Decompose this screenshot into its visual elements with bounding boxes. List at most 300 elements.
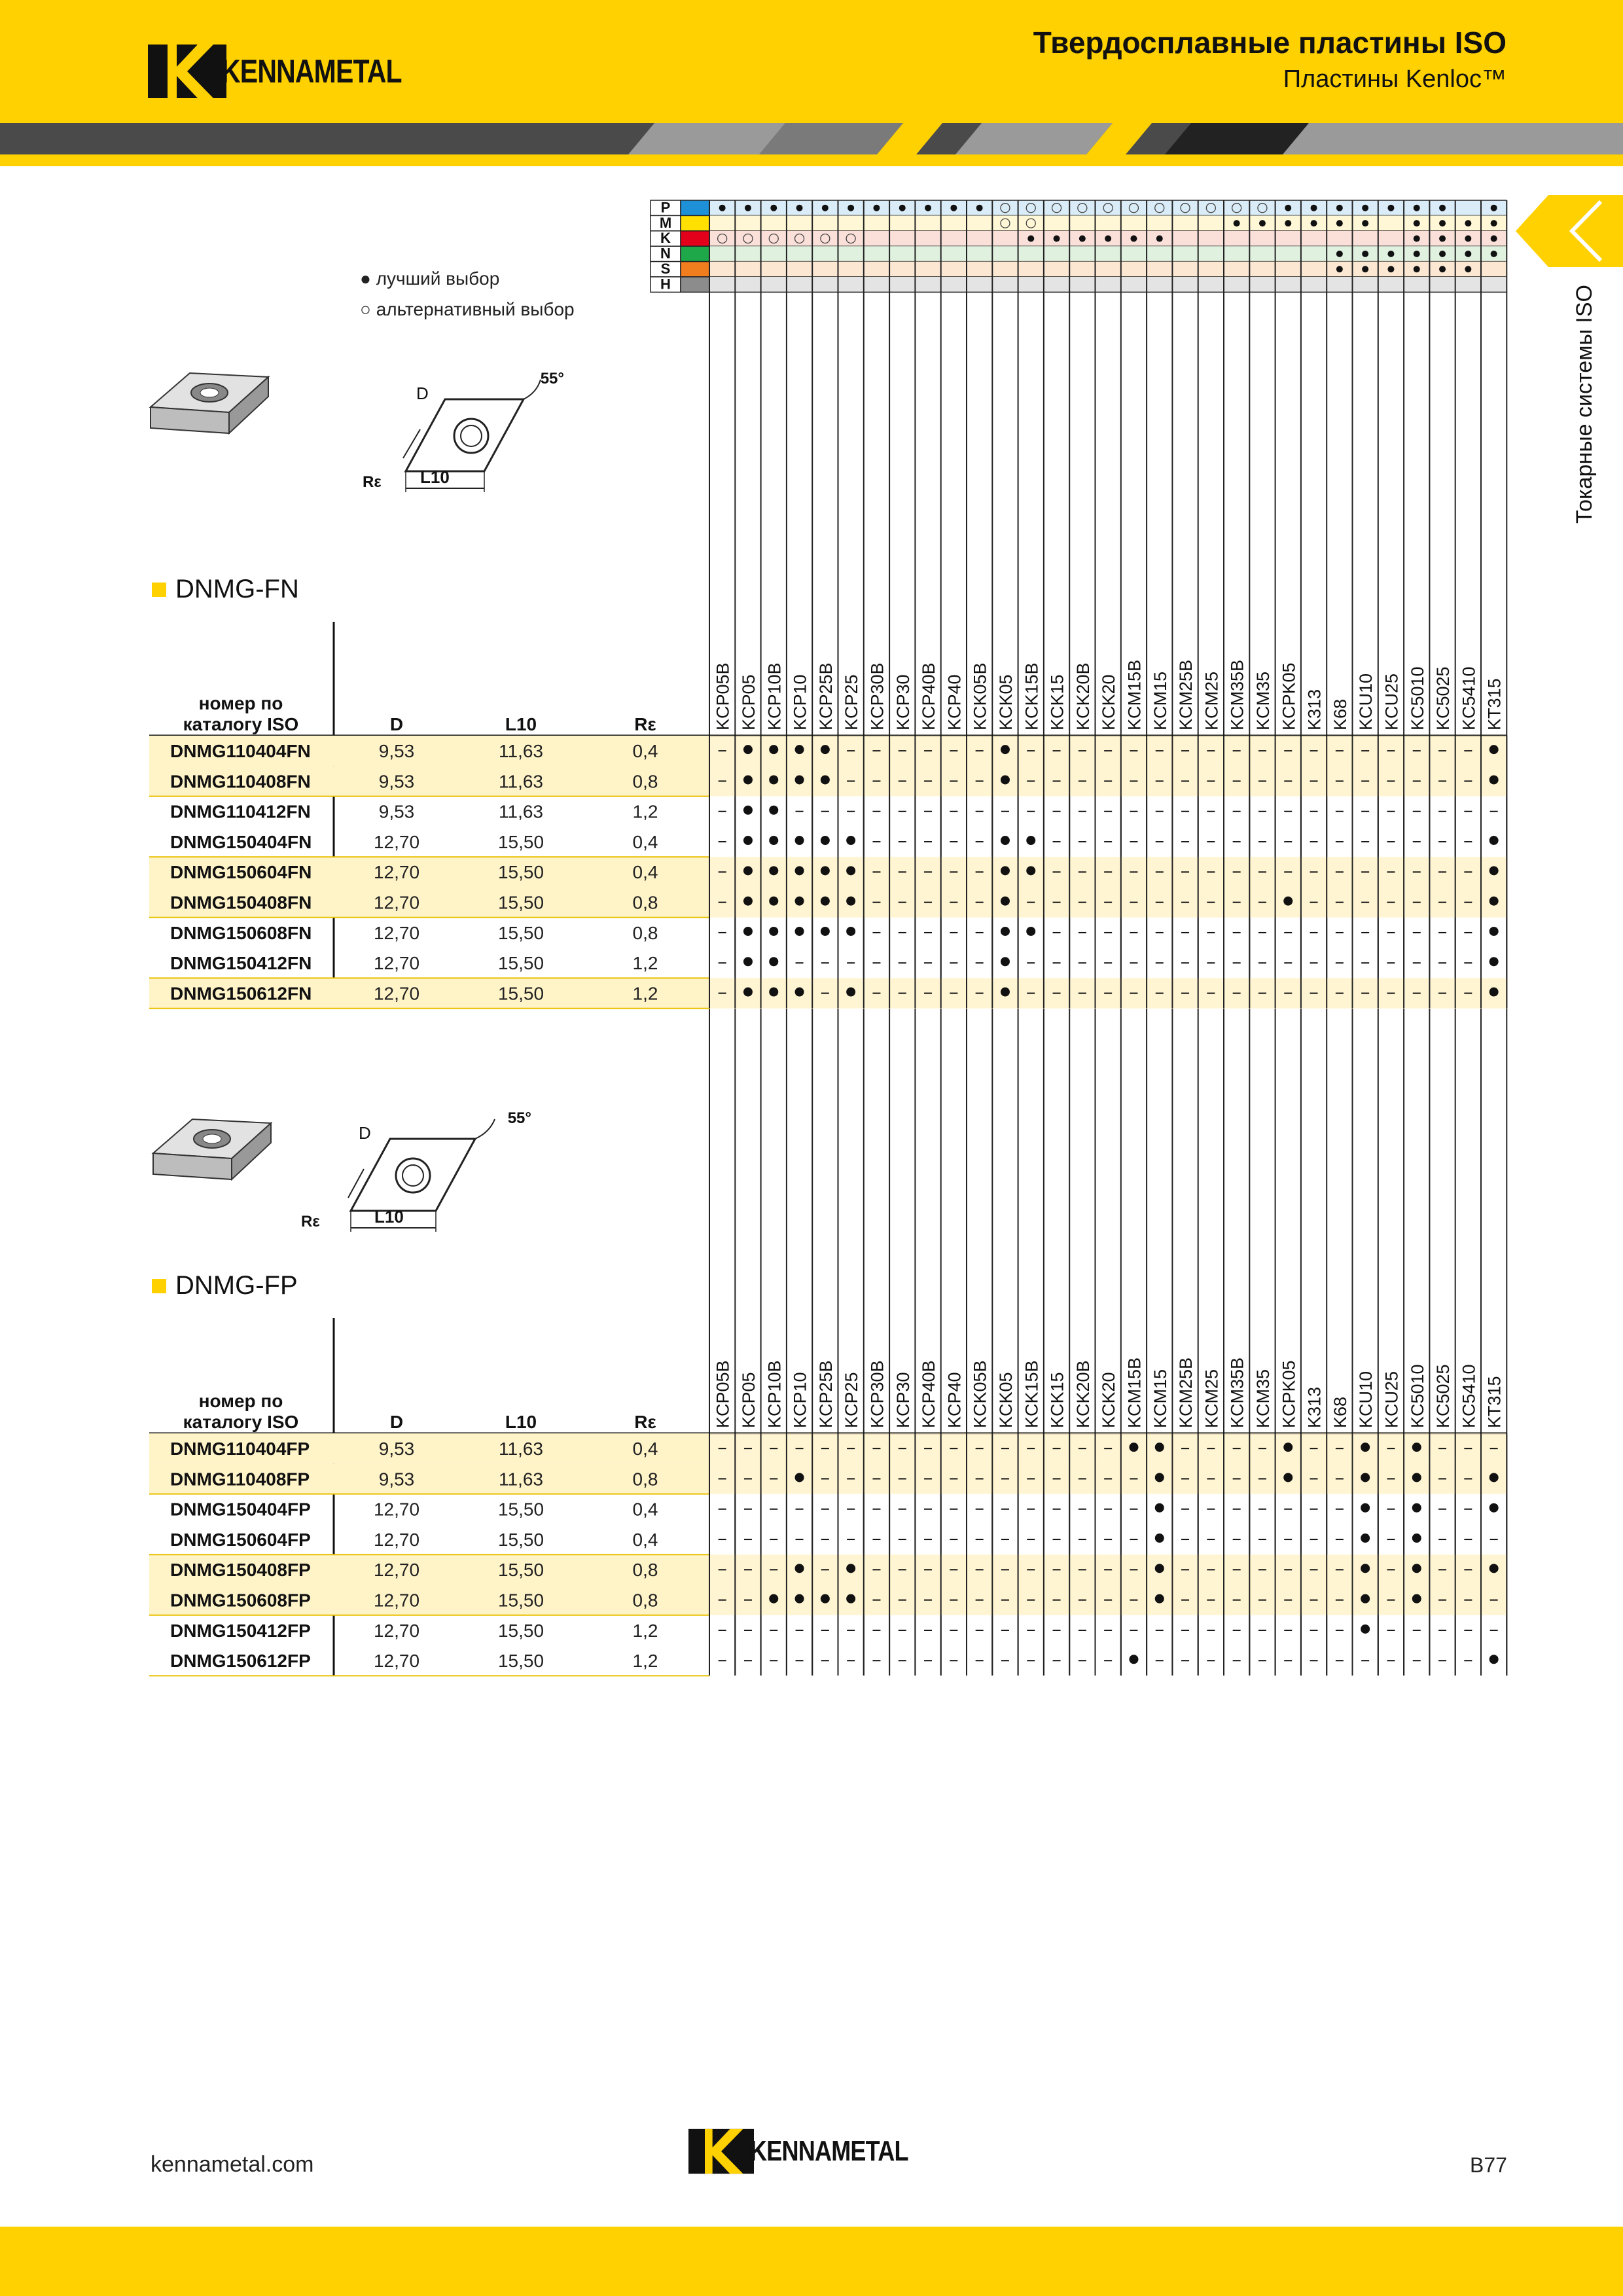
grade-best-mark	[1001, 988, 1010, 997]
cell-re: 0,8	[632, 922, 658, 943]
grade-header: K313	[1304, 689, 1325, 730]
iso-best-mark	[1439, 236, 1446, 242]
cell-re: 0,8	[632, 1469, 658, 1490]
grade-best-mark	[769, 957, 778, 966]
grade-header: KCK05	[995, 674, 1016, 730]
iso-best-mark	[1027, 236, 1034, 242]
cell-re: 0,8	[632, 892, 658, 913]
grade-best-mark	[1412, 1564, 1421, 1573]
grade-header: KCU25	[1382, 1371, 1402, 1428]
iso-best-mark	[1491, 205, 1497, 211]
iso-best-mark	[1439, 266, 1446, 272]
grade-best-mark	[769, 836, 778, 845]
iso-best-mark	[1130, 236, 1137, 242]
grade-header: KCK20	[1099, 1372, 1119, 1428]
grade-best-mark	[1412, 1443, 1421, 1452]
iso-best-mark	[1491, 236, 1497, 242]
svg-text:55°: 55°	[507, 1109, 531, 1127]
grade-header: KCP40B	[919, 1360, 939, 1428]
grade-header: KCM35	[1253, 1369, 1273, 1428]
grade-header: KCU10	[1356, 673, 1376, 730]
grade-best-mark	[769, 988, 778, 997]
cell-re: 1,2	[632, 1620, 658, 1641]
cell-d: 9,53	[378, 771, 415, 792]
footer-bar	[0, 2227, 1623, 2296]
iso-best-mark	[1105, 236, 1111, 242]
side-tab-label: Токарные системы ISO	[1572, 285, 1597, 524]
iso-best-mark	[1285, 220, 1291, 226]
cell-l10: 15,50	[497, 922, 544, 943]
grade-best-mark	[743, 745, 753, 754]
grade-best-mark	[846, 988, 855, 997]
iso-best-mark	[1311, 220, 1317, 226]
catalog-number: DNMG150608FN	[170, 922, 312, 943]
iso-best-mark	[1491, 251, 1497, 257]
catalog-number: DNMG150604FN	[170, 862, 312, 883]
catalog-number: DNMG110408FN	[170, 771, 311, 792]
grade-best-mark	[1026, 836, 1035, 845]
col-header-l10: L10	[505, 714, 537, 734]
grade-best-mark	[821, 775, 830, 784]
grade-best-mark	[846, 1594, 855, 1604]
cell-l10: 15,50	[497, 1529, 544, 1550]
grade-header: KCP25	[842, 1372, 862, 1428]
grade-best-mark	[1129, 1443, 1138, 1452]
iso-best-mark	[1387, 266, 1394, 272]
grade-best-mark	[795, 775, 804, 784]
grade-best-mark	[1489, 836, 1499, 845]
grade-header: KCP05B	[713, 662, 733, 730]
catalog-number: DNMG150408FN	[170, 892, 312, 913]
table-row	[170, 953, 1499, 973]
grade-best-mark	[1283, 897, 1293, 906]
cell-d: 12,70	[373, 1529, 420, 1550]
grade-header: KCK20B	[1073, 1360, 1093, 1428]
cell-l10: 11,63	[499, 801, 543, 822]
cell-re: 0,8	[632, 1590, 658, 1611]
grade-best-mark	[795, 988, 804, 997]
catalog-number: DNMG150612FP	[170, 1651, 311, 1672]
catalog-number: DNMG150404FP	[170, 1499, 311, 1520]
grade-best-mark	[1361, 1473, 1370, 1482]
iso-best-mark	[899, 205, 906, 211]
cell-re: 0,4	[632, 831, 658, 852]
grade-best-mark	[1001, 866, 1010, 875]
diagram-angle-label: 55°	[540, 370, 564, 387]
iso-best-mark	[1054, 236, 1060, 242]
iso-best-mark	[1439, 220, 1446, 226]
iso-best-mark	[847, 205, 854, 211]
footer-brand-name: KENNAMETAL	[750, 2135, 908, 2167]
iso-best-mark	[1362, 251, 1368, 257]
catalog-number: DNMG110404FP	[170, 1439, 310, 1459]
grade-best-mark	[795, 1594, 804, 1604]
cell-l10: 15,50	[497, 953, 544, 974]
cell-re: 1,2	[632, 953, 658, 974]
iso-best-mark	[1285, 205, 1291, 211]
cell-d: 12,70	[373, 953, 420, 974]
grade-best-mark	[1001, 836, 1010, 845]
cell-d: 9,53	[378, 1469, 415, 1490]
cell-re: 0,8	[632, 771, 658, 792]
catalog-number: DNMG150612FN	[170, 983, 312, 1004]
cell-d: 9,53	[378, 741, 415, 761]
grade-best-mark	[795, 897, 804, 906]
grade-header: KCM15	[1150, 1369, 1170, 1428]
grade-best-mark	[821, 1594, 830, 1604]
cell-l10: 11,63	[499, 1439, 543, 1459]
grade-best-mark	[795, 1473, 804, 1482]
grade-best-mark	[846, 897, 855, 906]
iso-best-mark	[1387, 205, 1394, 211]
grade-header: KCM15B	[1124, 659, 1145, 730]
cell-l10: 15,50	[497, 1590, 544, 1611]
grade-header: KCP40	[944, 1372, 965, 1428]
grade-best-mark	[743, 927, 753, 936]
iso-best-mark	[1414, 205, 1420, 211]
iso-best-mark	[1156, 236, 1163, 242]
section-title-fp: DNMG-FP	[152, 1271, 298, 1300]
iso-best-mark	[1362, 205, 1368, 211]
grade-header: KCM15	[1150, 671, 1170, 730]
legend-alt: ○ альтернативный выбор	[360, 299, 575, 319]
grade-best-mark	[1361, 1443, 1370, 1452]
grade-best-mark	[769, 745, 778, 754]
grade-best-mark	[1489, 745, 1499, 754]
iso-group-code: K	[660, 230, 671, 247]
grade-header: KCP10B	[764, 1360, 785, 1428]
grade-best-mark	[1283, 1473, 1293, 1482]
grade-header: KCP05	[738, 674, 758, 730]
iso-group-color-S	[681, 262, 709, 277]
cell-d: 9,53	[378, 1439, 415, 1459]
grade-header: KC5025	[1433, 666, 1454, 730]
cell-d: 12,70	[373, 1560, 420, 1581]
grade-best-mark	[769, 775, 778, 784]
cell-re: 0,4	[632, 1529, 658, 1550]
page-subtitle: Пластины Kenloc™	[1283, 65, 1507, 93]
grade-header: KCP05	[738, 1372, 758, 1428]
grade-header: KCK15	[1047, 1372, 1067, 1428]
cell-l10: 11,63	[499, 741, 543, 761]
iso-best-mark	[950, 205, 957, 211]
grade-header: KCM25B	[1176, 659, 1196, 730]
grade-best-mark	[1361, 1594, 1370, 1604]
grade-best-mark	[795, 866, 804, 875]
grade-header: KCK05	[995, 1372, 1016, 1428]
grade-header: KCK05B	[970, 1360, 990, 1428]
cell-d: 12,70	[373, 983, 420, 1004]
iso-group-band-S	[709, 262, 1507, 277]
grade-header: KCP40	[944, 674, 965, 730]
grade-best-mark	[1155, 1443, 1164, 1452]
catalog-number: DNMG150608FP	[170, 1590, 311, 1611]
grade-header: KCP10	[790, 674, 810, 730]
cell-l10: 11,63	[499, 1469, 543, 1490]
page-number: B77	[1470, 2153, 1507, 2177]
grade-header: KCP40B	[919, 662, 939, 730]
iso-best-mark	[1414, 236, 1420, 242]
grade-best-mark	[1412, 1594, 1421, 1604]
col-header-l10: L10	[505, 1412, 537, 1432]
grade-header: K68	[1330, 1396, 1350, 1428]
grade-best-mark	[1001, 745, 1010, 754]
cell-l10: 15,50	[497, 983, 544, 1004]
grade-best-mark	[1489, 775, 1499, 784]
cell-l10: 15,50	[497, 892, 544, 913]
grade-header: KCU25	[1382, 673, 1402, 730]
grade-best-mark	[743, 866, 753, 875]
iso-best-mark	[1439, 205, 1446, 211]
grade-best-mark	[1489, 1655, 1499, 1664]
iso-group-band-P	[709, 200, 1507, 215]
cell-l10: 15,50	[497, 1651, 544, 1672]
grade-header: KCM25B	[1176, 1357, 1196, 1428]
grade-best-mark	[743, 806, 753, 815]
catalog-number: DNMG110412FN	[170, 801, 311, 822]
catalog-number: DNMG150412FN	[170, 953, 312, 974]
diagram-l10-label: L10	[420, 467, 450, 487]
cell-re: 0,4	[632, 862, 658, 883]
cell-l10: 15,50	[497, 1620, 544, 1641]
grade-best-mark	[821, 866, 830, 875]
cell-l10: 15,50	[497, 1499, 544, 1520]
col-header-d: D	[389, 1412, 404, 1432]
svg-text:каталогу ISO: каталогу ISO	[183, 714, 299, 734]
iso-best-mark	[873, 205, 880, 211]
iso-best-mark	[1311, 205, 1317, 211]
grade-best-mark	[821, 897, 830, 906]
grade-best-mark	[1361, 1624, 1370, 1634]
grade-best-mark	[1155, 1564, 1164, 1573]
cell-re: 0,4	[632, 1439, 658, 1459]
iso-best-mark	[1491, 220, 1497, 226]
iso-best-mark	[1336, 266, 1343, 272]
iso-best-mark	[1336, 220, 1343, 226]
grade-best-mark	[1412, 1473, 1421, 1482]
grade-header: KCP30B	[867, 1360, 887, 1428]
cell-re: 1,2	[632, 801, 658, 822]
iso-group-color-H	[681, 277, 709, 292]
iso-group-code: N	[660, 245, 671, 262]
catalog-number: DNMG150412FP	[170, 1620, 311, 1641]
grade-best-mark	[1001, 897, 1010, 906]
iso-best-mark	[796, 205, 803, 211]
cell-re: 1,2	[632, 983, 658, 1004]
grade-best-mark	[1412, 1503, 1421, 1513]
grade-header: KC5010	[1407, 666, 1427, 730]
iso-best-mark	[1465, 251, 1471, 257]
grade-header: KCP25B	[815, 662, 836, 730]
cell-d: 12,70	[373, 831, 420, 852]
cell-d: 12,70	[373, 1620, 420, 1641]
grade-best-mark	[1412, 1534, 1421, 1543]
grade-best-mark	[1155, 1534, 1164, 1543]
grade-best-mark	[795, 1564, 804, 1573]
iso-best-mark	[1336, 251, 1343, 257]
col-header-catalog: номер по	[198, 693, 283, 713]
grade-best-mark	[821, 927, 830, 936]
grade-header: KCP30	[893, 674, 913, 730]
grade-best-mark	[1001, 775, 1010, 784]
grade-header: KCK20B	[1073, 662, 1093, 730]
grade-best-mark	[1026, 927, 1035, 936]
legend-best: ● лучший выбор	[360, 268, 500, 289]
grade-best-mark	[1489, 866, 1499, 875]
iso-best-mark	[1439, 251, 1446, 257]
grade-header: KCM15B	[1124, 1357, 1145, 1428]
grade-header: KCP25B	[815, 1360, 836, 1428]
iso-group-band-M	[709, 215, 1507, 230]
svg-text:Rε: Rε	[301, 1213, 320, 1230]
grade-best-mark	[795, 927, 804, 936]
grade-header: K313	[1304, 1386, 1325, 1428]
grade-best-mark	[1155, 1594, 1164, 1604]
grade-best-mark	[1361, 1534, 1370, 1543]
cell-l10: 15,50	[497, 862, 544, 883]
grade-best-mark	[769, 806, 778, 815]
cell-d: 12,70	[373, 1590, 420, 1611]
grade-best-mark	[1361, 1503, 1370, 1513]
grade-best-mark	[1489, 897, 1499, 906]
svg-text:каталогу ISO: каталогу ISO	[183, 1412, 299, 1432]
iso-best-mark	[822, 205, 829, 211]
iso-group-code: M	[659, 214, 672, 231]
grade-best-mark	[1155, 1473, 1164, 1482]
grade-best-mark	[846, 836, 855, 845]
cell-re: 0,4	[632, 741, 658, 761]
grade-best-mark	[769, 927, 778, 936]
col-header-re: Rε	[634, 1412, 656, 1432]
grade-best-mark	[821, 836, 830, 845]
grade-header: KCK15B	[1022, 662, 1042, 730]
grade-best-mark	[743, 775, 753, 784]
cell-l10: 15,50	[497, 831, 544, 852]
grade-best-mark	[1001, 957, 1010, 966]
svg-text:L10: L10	[374, 1207, 404, 1227]
grade-header: KCPK05	[1279, 662, 1299, 730]
cell-d: 12,70	[373, 862, 420, 883]
cell-d: 12,70	[373, 1499, 420, 1520]
catalog-number: DNMG150408FP	[170, 1560, 311, 1581]
iso-best-mark	[1387, 251, 1394, 257]
grade-header: KCP25	[842, 674, 862, 730]
iso-group-code: H	[660, 276, 671, 293]
iso-group-code: S	[660, 260, 671, 277]
iso-best-mark	[1234, 220, 1240, 226]
iso-best-mark	[1336, 205, 1343, 211]
iso-best-mark	[1414, 220, 1420, 226]
iso-best-mark	[976, 205, 983, 211]
catalog-number: DNMG150604FP	[170, 1529, 311, 1550]
page-title: Твердосплавные пластины ISO	[1033, 26, 1507, 60]
cell-l10: 11,63	[499, 771, 543, 792]
iso-best-mark	[1079, 236, 1086, 242]
grade-header: KCK05B	[970, 662, 990, 730]
table-row	[170, 832, 1499, 852]
grade-best-mark	[769, 866, 778, 875]
grade-best-mark	[743, 836, 753, 845]
grade-best-mark	[1489, 957, 1499, 966]
grade-header: KCM25	[1202, 671, 1222, 730]
grade-best-mark	[1489, 1564, 1499, 1573]
cell-re: 0,4	[632, 1499, 658, 1520]
iso-group-band-H	[709, 277, 1507, 292]
iso-group-color-N	[681, 246, 709, 261]
col-header-d: D	[389, 714, 404, 734]
grade-header: KCP30	[893, 1372, 913, 1428]
grade-best-mark	[1489, 927, 1499, 936]
grade-header: KCM25	[1202, 1369, 1222, 1428]
diagram-re-label: Rε	[363, 473, 382, 491]
cell-re: 1,2	[632, 1651, 658, 1672]
grade-best-mark	[846, 1564, 855, 1573]
iso-best-mark	[1465, 266, 1471, 272]
grade-best-mark	[795, 836, 804, 845]
table-row	[170, 1621, 1498, 1641]
grade-best-mark	[795, 745, 804, 754]
table-row	[170, 1499, 1499, 1520]
grade-best-mark	[1001, 927, 1010, 936]
grade-header: KC5410	[1459, 666, 1479, 730]
iso-best-mark	[1414, 266, 1420, 272]
cell-d: 12,70	[373, 922, 420, 943]
grade-header: KC5410	[1459, 1364, 1479, 1428]
grade-best-mark	[846, 866, 855, 875]
iso-best-mark	[925, 205, 931, 211]
catalog-number: DNMG150404FN	[170, 831, 312, 852]
grade-header: KC5010	[1407, 1364, 1427, 1428]
iso-best-mark	[1259, 220, 1266, 226]
grade-header: KCM35	[1253, 671, 1273, 730]
cell-l10: 15,50	[497, 1560, 544, 1581]
grade-best-mark	[1361, 1564, 1370, 1573]
grade-best-mark	[1129, 1655, 1138, 1664]
grade-best-mark	[821, 745, 830, 754]
kennametal-k-icon	[688, 2126, 754, 2177]
brand-name: KENNAMETAL	[221, 53, 402, 90]
cell-d: 9,53	[378, 801, 415, 822]
table-row	[170, 1530, 1498, 1550]
iso-group-color-K	[681, 231, 709, 246]
iso-best-mark	[1362, 266, 1368, 272]
grade-header: KCM35B	[1227, 659, 1247, 730]
iso-best-mark	[719, 205, 726, 211]
footer-url[interactable]: kennametal.com	[151, 2152, 314, 2177]
iso-group-color-M	[681, 215, 709, 230]
grade-header: KCK15B	[1022, 1360, 1042, 1428]
svg-text:D: D	[359, 1123, 371, 1143]
iso-best-mark	[745, 205, 751, 211]
catalog-number: DNMG110408FP	[170, 1469, 310, 1490]
grade-best-mark	[743, 897, 753, 906]
grade-header: KT315	[1484, 678, 1505, 730]
grade-best-mark	[743, 988, 753, 997]
col-header-re: Rε	[634, 714, 656, 734]
grade-header: KT315	[1484, 1376, 1505, 1428]
grade-header: K68	[1330, 698, 1350, 730]
iso-best-mark	[1465, 220, 1471, 226]
grade-best-mark	[769, 1594, 778, 1604]
section-title-fn: DNMG-FN	[152, 575, 299, 604]
cell-d: 12,70	[373, 1651, 420, 1672]
iso-best-mark	[770, 205, 777, 211]
grade-header: KCU10	[1356, 1371, 1376, 1428]
iso-group-band-N	[709, 246, 1507, 261]
grade-header: KC5025	[1433, 1364, 1454, 1428]
grade-best-mark	[1489, 1503, 1499, 1513]
grade-best-mark	[846, 927, 855, 936]
